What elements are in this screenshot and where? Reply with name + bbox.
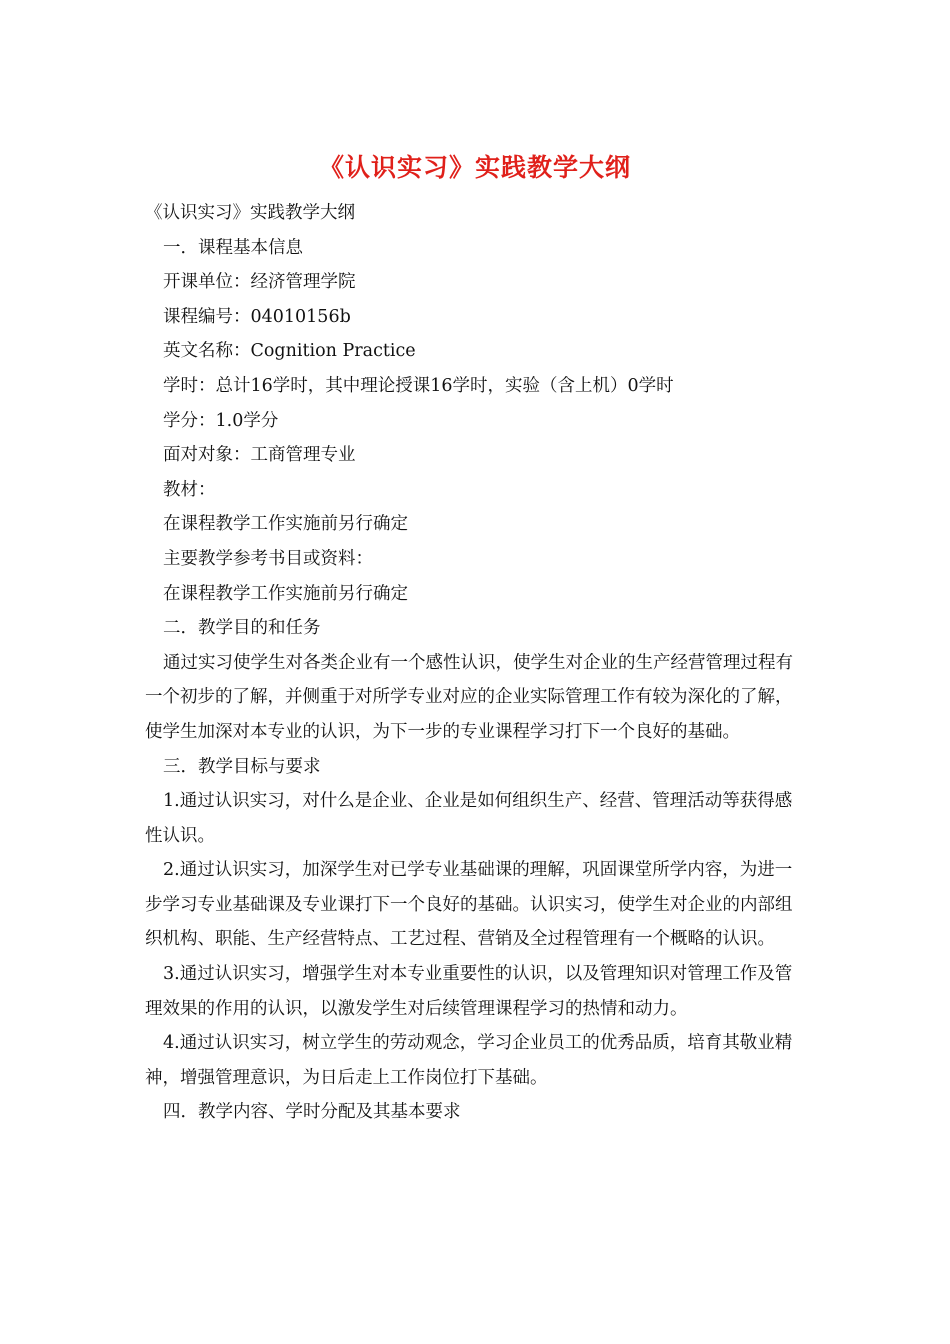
- goal-item-2: 2.通过认识实习，加深学生对已学专业基础课的理解，巩固课堂所学内容，为进一步学习专业基础课及专业课打下一个良好的基础。认识实习，使学生对企业的内部组织机构、职能、生产经营特点、工艺过程、营销及全过程管理有一个概略的认识。: [145, 860, 793, 950]
- info-audience: 面对对象：工商管理专业: [163, 445, 356, 466]
- goal-item-1: 1.通过认识实习，对什么是企业、企业是如何组织生产、经营、管理活动等获得感性认识。: [145, 791, 793, 846]
- info-hours: 学时：总计16学时，其中理论授课16学时，实验（含上机）0学时: [163, 375, 674, 396]
- document-title: 《认识实习》实践教学大纲: [318, 153, 631, 182]
- info-department: 开课单位：经济管理学院: [163, 272, 356, 293]
- info-textbook-value: 在课程教学工作实施前另行确定: [163, 514, 408, 535]
- info-references-label: 主要教学参考书目或资料：: [163, 548, 373, 569]
- section-heading-4: 四．教学内容、学时分配及其基本要求: [163, 1102, 461, 1123]
- goal-item-4: 4.通过认识实习，树立学生的劳动观念，学习企业员工的优秀品质，培育其敬业精神，增强管理意识，为日后走上工作岗位打下基础。: [145, 1033, 793, 1088]
- section-heading-3: 三．教学目标与要求: [163, 756, 321, 777]
- section-heading-1: 一．课程基本信息: [163, 237, 303, 258]
- info-course-code: 课程编号：04010156b: [163, 306, 351, 327]
- info-textbook-label: 教材：: [163, 479, 216, 500]
- info-references-value: 在课程教学工作实施前另行确定: [163, 583, 408, 604]
- goal-item-3: 3.通过认识实习，增强学生对本专业重要性的认识，以及管理知识对管理工作及管理效果的作用的认识，以激发学生对后续管理课程学习的热情和动力。: [145, 964, 793, 1019]
- info-credits: 学分：1.0学分: [163, 410, 279, 431]
- subtitle-line: 《认识实习》实践教学大纲: [145, 203, 355, 223]
- document-body: [145, 196, 797, 1130]
- section-heading-2: 二．教学目的和任务: [163, 618, 321, 639]
- purpose-paragraph: 通过实习使学生对各类企业有一个感性认识，使学生对企业的生产经营管理过程有一个初步的了解，并侧重于对所学专业对应的企业实际管理工作有较为深化的了解，使学生加深对本专业的认识，为下一步的专业课程学习打下一个良好的基础。: [145, 652, 793, 742]
- info-english-name: 英文名称：Cognition Practice: [163, 341, 416, 362]
